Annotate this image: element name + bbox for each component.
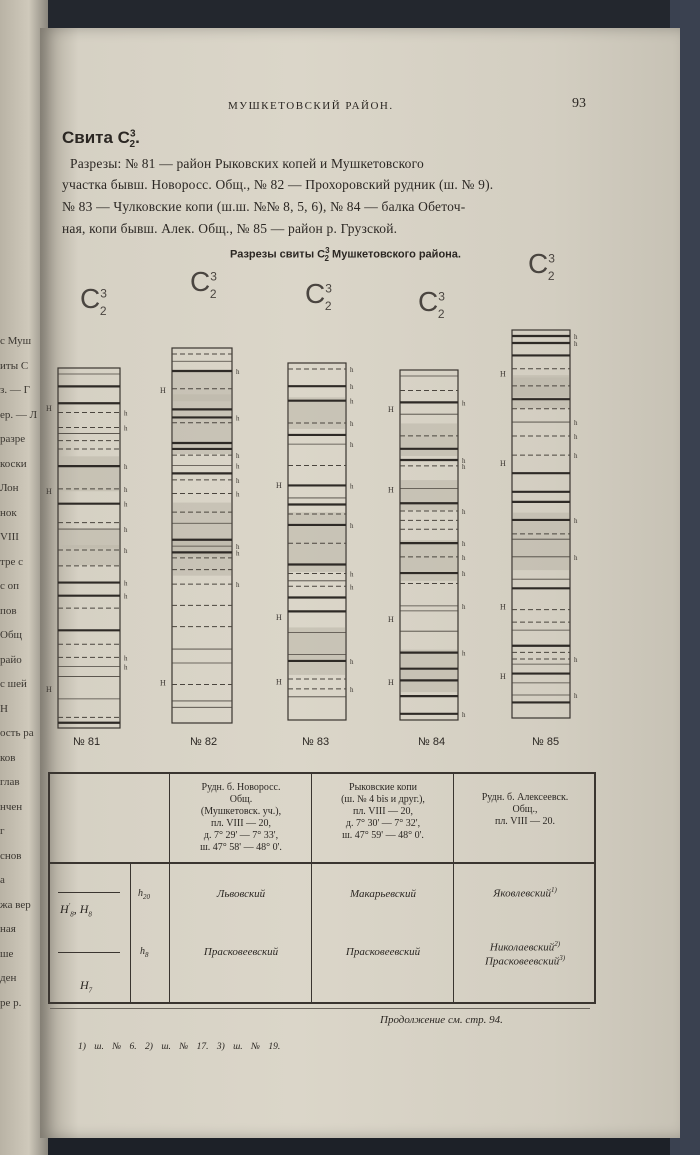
column-number-85: № 85 [532,736,560,748]
seam-side-label: h [350,685,354,694]
seam-side-label: h [124,500,128,509]
stratigraphic-columns [40,28,680,768]
seam-side-label: h [462,462,466,471]
seam-side-label: h [350,366,354,374]
horizon-label: H [500,458,506,468]
table-header-line: Общ., [512,804,538,815]
horizon-label: H [388,678,394,687]
row-label-upper: $H'_8$, $H_8$ [60,902,92,919]
shaded-layer [401,540,457,581]
continuation-note: Продолжение см. стр. 94. [380,1014,503,1026]
column-label-84: $C^3_2$ [418,286,445,321]
column-number-84: № 84 [418,736,446,748]
seam-side-label: h [350,521,354,530]
column-label-82: $C^3_2$ [190,266,217,301]
seam-side-label: h [462,540,466,549]
cell-r2-c1: Прасковеевский [203,946,279,958]
shaded-layer [289,627,345,674]
seam-side-label: h [350,419,354,428]
horizon-label: H [500,672,506,682]
seam-side-label: h [236,490,240,499]
seam-side-label: h [574,516,578,525]
left-page-fragment: ная [0,923,16,935]
table-header-line: пл. VIII — 20, [352,806,414,817]
table-rule-lower [58,952,120,953]
horizon-label: H [160,386,166,395]
left-page-fragment: ре р. [0,996,22,1009]
left-page-fragment: снов [0,849,22,862]
left-page-fragment: тре с [0,555,23,568]
seam-side-label: h [462,553,466,562]
seam-side-label: h [350,657,354,666]
left-page-fragment: коски [0,457,27,470]
seam-side-label: h [124,579,128,588]
body-line-2: участка бывш. Новоросс. Общ., № 82 — Прохоровский рудник (ш. № 9). [62,177,494,192]
cell-r1-c3: Яковлевский$^{1)}$ [493,886,557,900]
left-page-fragment: Н [0,702,8,715]
seam-side-label: h [462,508,466,517]
seam-side-label: h [462,456,466,465]
seam-side-label: h [350,383,354,392]
shaded-layer [401,650,457,692]
cell-r1-c2: Макарьевский [350,888,416,900]
seam-side-label: h [124,463,128,472]
shaded-layer [59,456,119,491]
shaded-layer [59,530,119,549]
seam-side-label: h [574,419,578,428]
body-line-4: ная, копи бывш. Алек. Общ., № 85 — район р. Грузской. [62,221,398,236]
shaded-layer [401,480,457,510]
seam-side-label: h [236,476,240,485]
seam-side-label: h [124,485,128,494]
body-line-1: Разрезы: № 81 — район Рыковских копей и Мушкетовского [70,156,424,171]
seam-side-label: h [124,424,128,433]
horizon-label: H [388,485,394,495]
table-header-line: д. 7° 30' — 7° 32', [345,818,421,829]
column-label-83: $C^3_2$ [305,278,332,313]
seam-side-label: h [236,414,240,423]
left-page-fragment: глав [0,776,20,788]
cell-r2-c2: Прасковеевский [345,946,421,958]
seam-side-label: h [124,663,128,672]
shaded-layer [173,503,231,557]
table-header-col2 [314,782,452,842]
seam-side-label: h [574,452,578,461]
table-header-line: Рудн. б. Алексеевск. [481,792,569,803]
column-number-81: № 81 [73,736,101,748]
seam-side-label: h [350,482,354,491]
cell-r2-c3b: Прасковеевский$^{3)}$ [484,954,566,968]
horizon-label: H [160,678,166,688]
left-page-fragment: разре [0,433,26,445]
cell-r1-c1: Львовский [216,888,266,900]
table-header-line: Рудн. б. Новоросс. [201,782,281,793]
seam-side-label: h [124,592,128,601]
running-title: МУШКЕТОВСКИЙ РАЙОН. [228,100,394,112]
horizon-label: H [388,615,394,624]
book-page [40,28,680,1138]
left-page-fragment: с шей [0,678,27,690]
left-page-fragment: нчен [0,800,23,813]
left-page-fragment: ков [0,751,16,764]
column-label-81: $C^3_2$ [80,283,107,318]
shaded-layer [289,397,345,429]
seam-side-label: h [574,433,578,442]
horizon-label: H [276,677,282,687]
left-page-fragment: с оп [0,580,20,592]
row-label-h20: $h_{20}$ [138,888,150,901]
horizon-label: H [500,602,506,612]
seam-side-label: h [462,399,466,408]
row-label-lower: $H_7$ [80,978,93,995]
figure-title: Разрезы свиты $C^3_2$ Мушкетовского района. [230,246,461,263]
seam-side-label: h [236,581,240,590]
table-header-line: Общ. [229,794,253,805]
seam-side-label: h [350,583,354,592]
table-header-line: ш. 47° 59' — 48° 0'. [342,830,424,841]
horizon-label: H [388,405,394,414]
column-label-85: $C^3_2$ [528,248,555,283]
horizon-label: H [46,487,52,496]
table-header-line: Рыковские копи [349,782,417,793]
seam-side-label: h [574,553,578,562]
horizon-label: H [276,613,282,623]
section-title: Свита $C^3_2$. [62,128,140,151]
seam-side-label: h [350,570,354,579]
seam-side-label: h [124,654,128,663]
shaded-layer [401,423,457,456]
seam-correlation-table [48,772,596,1004]
shaded-layer [289,512,345,572]
shaded-layer [173,394,231,454]
page-number: 93 [572,96,586,111]
footer-rule [50,1008,590,1009]
left-page-fragment: а [0,874,5,886]
left-page-fragment: жа вер [0,898,31,911]
horizon-label: H [46,685,52,694]
left-page-fragment: г [0,825,5,837]
table-header-col1 [172,782,310,854]
left-page-fragment: ден [0,972,17,984]
shaded-layer [513,513,569,570]
seam-side-label: h [236,368,240,377]
left-page-fragment: з. — Г [0,384,30,396]
cell-r2-c3a: Николаевский$^{2)}$ [489,940,561,954]
horizon-label: H [500,369,506,379]
table-header-line: (ш. № 4 bis и друг.), [341,794,425,805]
seam-side-label: h [236,452,240,461]
seam-side-label: h [462,710,466,719]
seam-side-label: h [574,656,578,665]
table-header-line: пл. VIII — 20. [494,816,556,827]
table-header-col3 [456,792,594,828]
left-page-fragment: нок [0,506,17,519]
table-rule-upper [58,892,120,893]
left-page-fragment: Общ [0,629,23,641]
left-page-fragment: ер. — Л [0,408,38,421]
table-header-line: ш. 47° 58' — 48° 0'. [200,842,282,853]
footnotes: 1) ш. № 6. 2) ш. № 17. 3) ш. № 19. [78,1042,281,1052]
left-page-fragment: ость ра [0,727,34,739]
seam-side-label: h [124,546,128,555]
background-top [0,0,700,30]
seam-side-label: h [236,549,240,558]
seam-side-label: h [462,570,466,579]
table-header-line: д. 7° 29' — 7° 33', [203,830,279,841]
row-label-h8: $h_8$ [140,946,149,959]
column-number-82: № 82 [190,736,218,748]
seam-side-label: h [462,649,466,658]
horizon-label: H [276,480,282,490]
table-header-line: (Мушкетовск. уч.), [200,806,282,817]
left-page-fragment: ше [0,947,14,960]
left-page-fragment: райо [0,653,22,666]
left-page-fragment: с Муш [0,335,32,347]
column-number-83: № 83 [302,736,330,748]
left-page-fragment: Лон [0,482,19,494]
table-header-line: пл. VIII — 20, [210,818,272,829]
body-line-3: № 83 — Чулковские копи (ш.ш. №№ 8, 5, 6), № 84 — балка Обеточ- [62,199,466,214]
left-page-fragment: VIII [0,531,19,543]
seam-side-label: h [236,462,240,471]
seam-side-label: h [124,526,128,535]
seam-side-label: h [124,409,128,418]
left-page-fragment: пов [0,604,17,617]
seam-side-label: h [574,692,578,701]
seam-side-label: h [350,441,354,450]
seam-side-label: h [574,333,578,341]
seam-side-label: h [574,340,578,349]
seam-side-label: h [350,397,354,406]
seam-side-label: h [462,602,466,611]
left-page-fragment: иты С [0,359,29,372]
seam-side-label: h [236,543,240,552]
horizon-label: H [46,404,52,414]
